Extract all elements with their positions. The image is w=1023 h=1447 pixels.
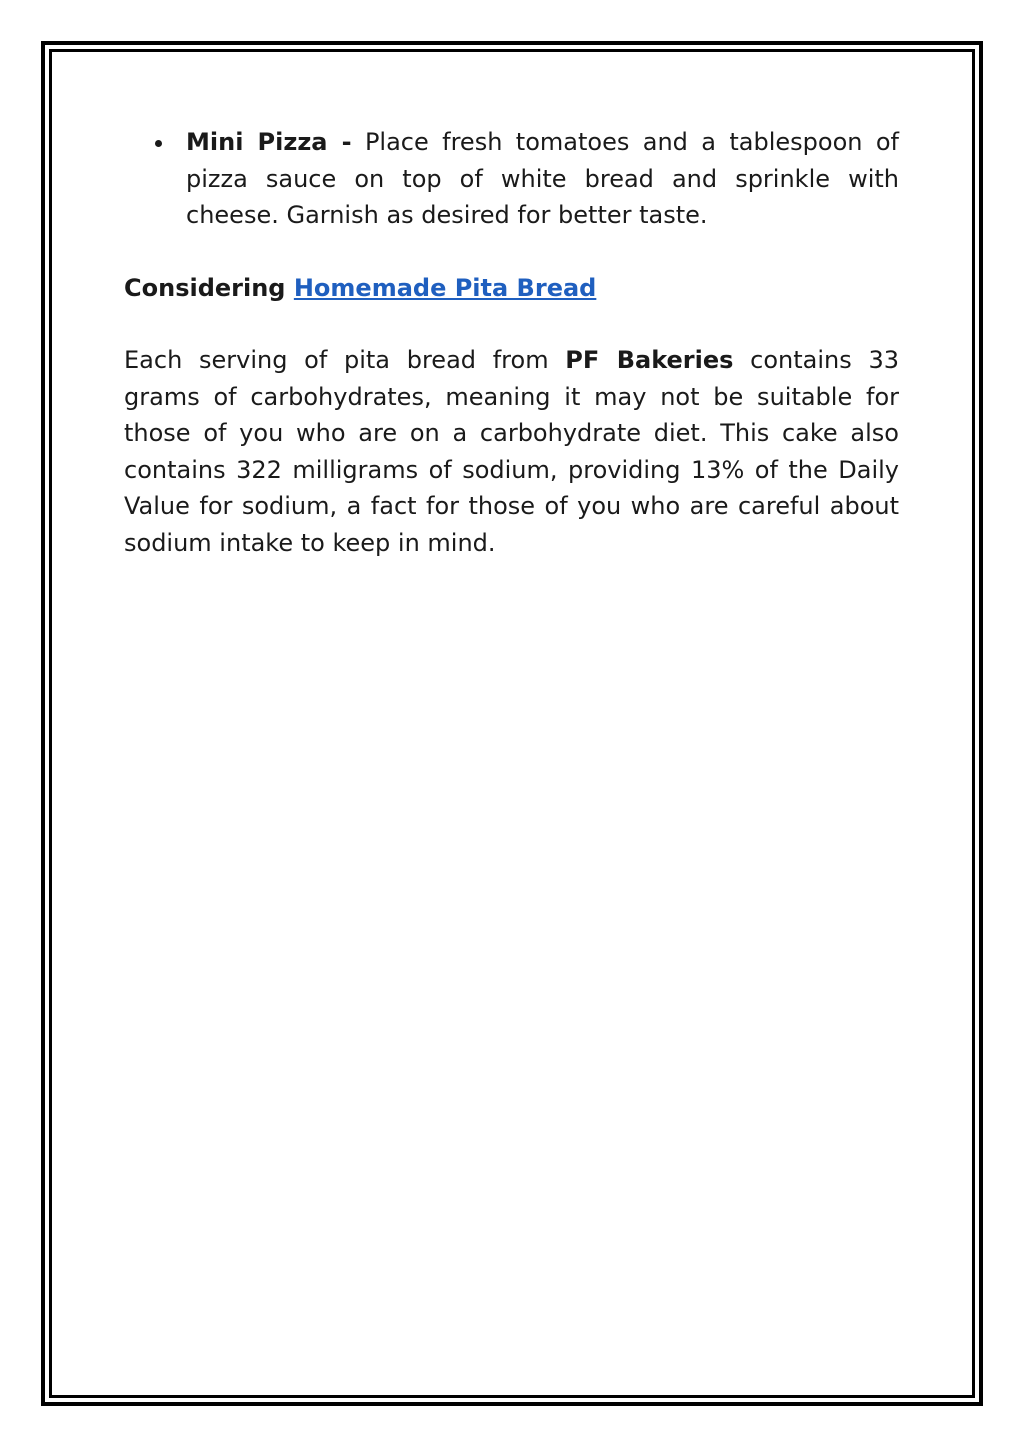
bullet-text: Place fresh tomatoes and a tablespoon of pizza sauce on top of white bread and sprinkle with cheese. Garnish as desired for better taste.: [186, 128, 899, 229]
section-heading-prefix: Considering: [124, 273, 286, 302]
brand-name: PF Bakeries: [565, 346, 734, 374]
paragraph-part-1: Each serving of pita bread from: [124, 346, 549, 374]
body-paragraph: [124, 342, 899, 561]
section-heading: [124, 270, 899, 307]
document-content: [124, 124, 899, 561]
homemade-pita-bread-link[interactable]: Homemade Pita Bread: [293, 273, 597, 302]
paragraph-part-2: contains 33 grams of carbohydrates, meaning it may not be suitable for those of you who are on a carbohydrate diet. This cake also contains 322 milligrams of sodium, providing 13% of the Daily Value for sodium, a fact for those of you who are careful about sodium intake to keep in mind.: [124, 346, 899, 557]
bullet-icon: [155, 140, 162, 147]
list-item: [124, 124, 899, 234]
tips-list: [124, 124, 899, 234]
bullet-title: Mini Pizza -: [186, 128, 352, 156]
